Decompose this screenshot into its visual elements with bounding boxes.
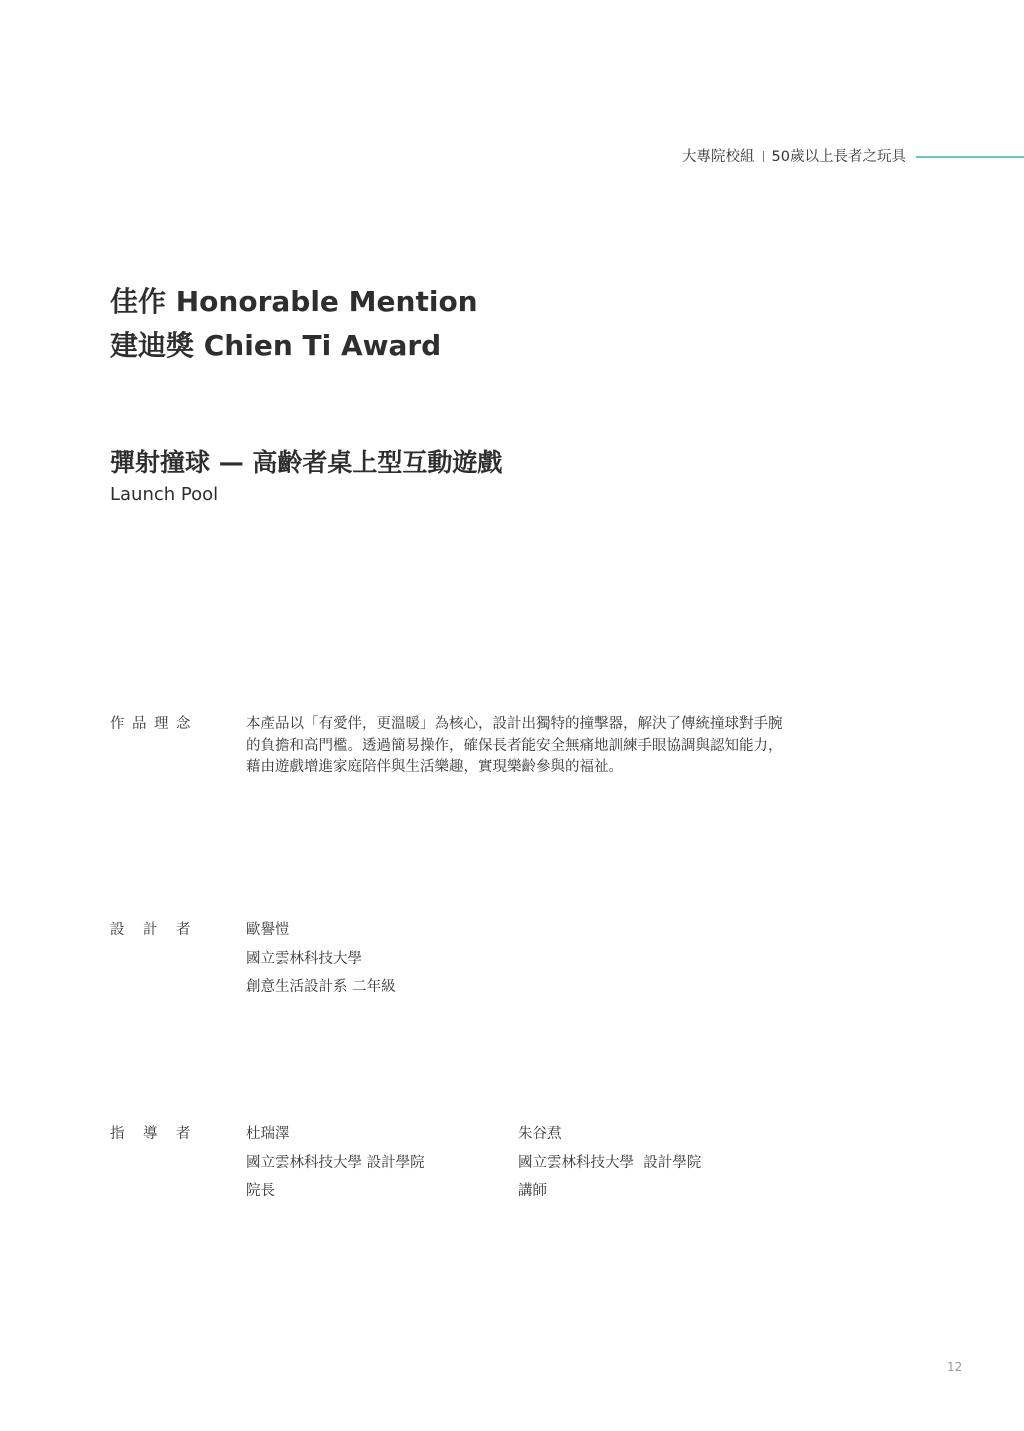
advisors-label-char: 者 <box>176 1126 191 1142</box>
concept-label-char: 理 <box>154 716 169 732</box>
designer-name: 歐譽愷 <box>246 922 290 938</box>
concept-line: 本產品以「有愛伴，更溫暖」為核心，設計出獨特的撞擊器，解決了傳統撞球對手腕 <box>246 716 783 732</box>
advisor-2-name: 朱谷焄 <box>518 1126 562 1142</box>
concept-line: 的負擔和高門檻。透過簡易操作，確保長者能安全無痛地訓練手眼協調與認知能力， <box>246 737 783 754</box>
award-line-2: 建迪獎 Chien Ti Award <box>110 329 442 362</box>
project-subtitle: Launch Pool <box>110 484 219 505</box>
advisor-2-position: 講師 <box>518 1183 547 1199</box>
header-separator <box>763 151 764 162</box>
designer-info <box>246 916 396 1002</box>
concept-label <box>110 712 190 736</box>
designer-school: 國立雲林科技大學 <box>246 950 362 967</box>
project-title: 彈射撞球 — 高齡者桌上型互動遊戲 <box>110 448 503 477</box>
page-header <box>560 146 1024 168</box>
designer-label <box>110 918 191 942</box>
advisor-2-info <box>518 1120 701 1206</box>
page-number: 12 <box>947 1360 963 1374</box>
advisors-label-char: 導 <box>143 1126 158 1142</box>
award-line-1: 佳作 Honorable Mention <box>110 285 478 318</box>
header-subcategory: 50歲以上長者之玩具 <box>771 149 906 165</box>
advisor-2-affiliation: 國立雲林科技大學 設計學院 <box>518 1154 702 1171</box>
designer-label-char: 計 <box>143 922 158 938</box>
header-accent-line <box>916 156 1024 158</box>
advisor-1-info <box>246 1120 425 1206</box>
designer-department: 創意生活設計系 二年級 <box>246 979 396 995</box>
concept-line: 藉由遊戲增進家庭陪伴與生活樂趣，實現樂齡參與的福祉。 <box>246 759 623 775</box>
advisors-label <box>110 1122 191 1146</box>
advisors-label-char: 指 <box>110 1126 125 1142</box>
designer-label-char: 設 <box>110 922 125 938</box>
advisor-1-affiliation: 國立雲林科技大學 設計學院 <box>246 1154 425 1171</box>
header-text <box>682 146 906 168</box>
advisor-1-name: 杜瑞澤 <box>246 1126 290 1142</box>
advisor-1-position: 院長 <box>246 1183 275 1199</box>
concept-label-char: 品 <box>132 716 147 732</box>
concept-label-char: 念 <box>176 716 191 732</box>
concept-label-char: 作 <box>110 716 125 732</box>
designer-label-char: 者 <box>176 922 191 938</box>
concept-text <box>246 714 886 779</box>
header-category: 大專院校組 <box>682 149 755 165</box>
award-title <box>110 280 478 368</box>
